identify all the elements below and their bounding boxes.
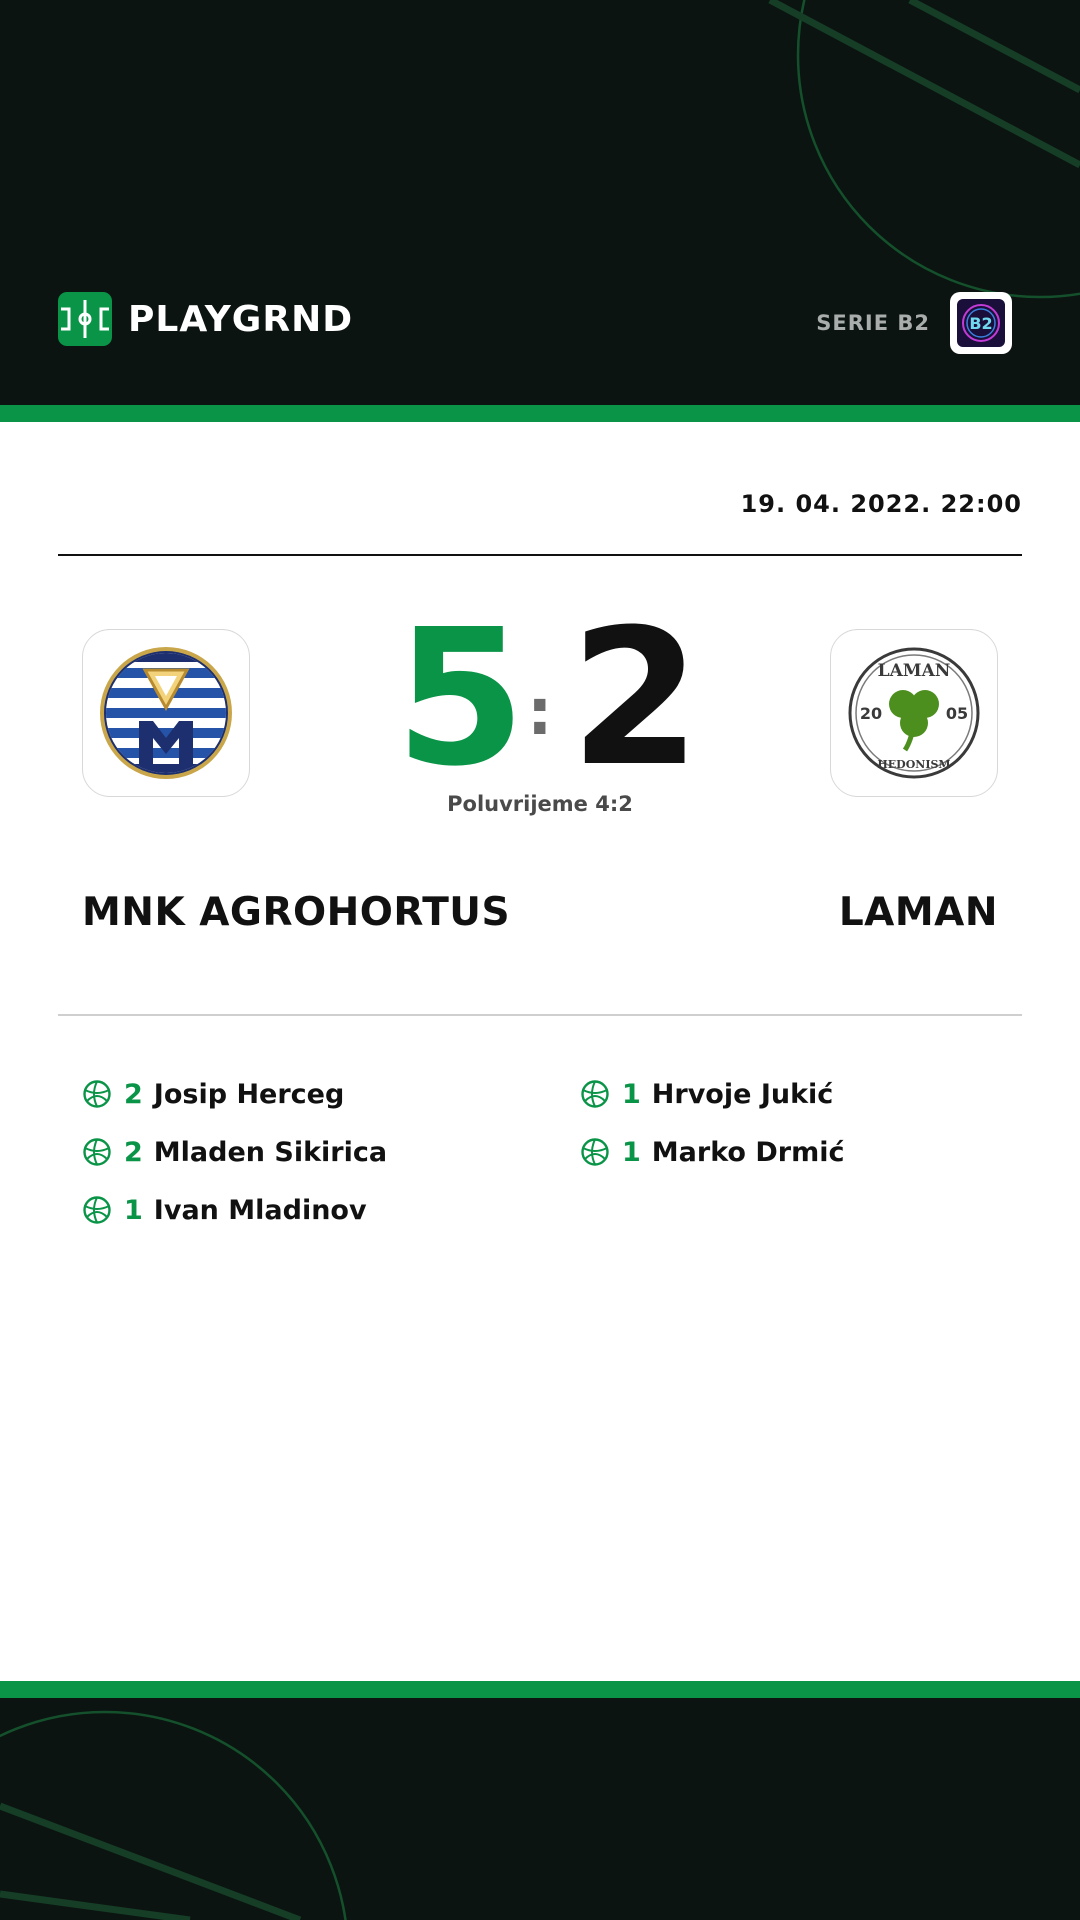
home-team-name: MNK AGROHORTUS (82, 890, 511, 935)
away-scorers-list (580, 1065, 845, 1181)
serie-b2-logo-icon (955, 297, 1007, 349)
svg-text:05: 05 (945, 704, 969, 723)
home-team-crest (82, 629, 250, 797)
halftime-score: Poluvrijeme 4:2 (447, 792, 633, 816)
player-name: Marko Drmić (651, 1136, 845, 1168)
svg-text:B2: B2 (969, 314, 993, 333)
scorer-item (82, 1181, 387, 1239)
header-accent-bar (0, 405, 1080, 422)
header (0, 0, 1080, 405)
divider (58, 554, 1022, 556)
laman-crest-icon (847, 646, 981, 780)
agrohortus-crest-icon (99, 646, 233, 780)
brand-name: PLAYGRND (128, 298, 354, 340)
scorer-item (580, 1065, 845, 1123)
svg-text:HEDONISM: HEDONISM (877, 758, 951, 771)
player-name: Mladen Sikirica (153, 1136, 388, 1168)
away-team-name: LAMAN (838, 890, 998, 935)
brand[interactable] (58, 292, 353, 346)
ball-icon (82, 1137, 112, 1167)
ball-icon (82, 1079, 112, 1109)
league-name: SERIE B2 (816, 311, 930, 335)
league-info[interactable] (816, 292, 1012, 354)
footer-accent-bar (0, 1681, 1080, 1698)
svg-text:20: 20 (859, 704, 883, 723)
home-scorers-list (82, 1065, 387, 1239)
scorer-item (82, 1065, 387, 1123)
scorer-item (82, 1123, 387, 1181)
ball-icon (82, 1195, 112, 1225)
league-badge (950, 292, 1012, 354)
ball-icon (580, 1137, 610, 1167)
scorer-item (580, 1123, 845, 1181)
goal-count: 1 (124, 1194, 143, 1226)
pitch-logo-icon (58, 292, 112, 346)
player-name: Josip Herceg (153, 1078, 345, 1110)
match-datetime: 19. 04. 2022. 22:00 (740, 490, 1022, 518)
goal-count: 1 (622, 1078, 641, 1110)
player-name: Hrvoje Jukić (651, 1078, 834, 1110)
ball-icon (580, 1079, 610, 1109)
player-name: Ivan Mladinov (153, 1194, 367, 1226)
home-score: 5 (395, 589, 526, 808)
goal-count: 1 (622, 1136, 641, 1168)
score-separator: : (527, 676, 553, 750)
footer-decoration (0, 1698, 1080, 1920)
goal-count: 2 (124, 1136, 143, 1168)
divider (58, 1014, 1022, 1016)
footer (0, 1698, 1080, 1920)
away-team-crest (830, 629, 998, 797)
away-score: 2 (570, 589, 701, 808)
goal-count: 2 (124, 1078, 143, 1110)
svg-text:LAMAN: LAMAN (877, 661, 951, 681)
